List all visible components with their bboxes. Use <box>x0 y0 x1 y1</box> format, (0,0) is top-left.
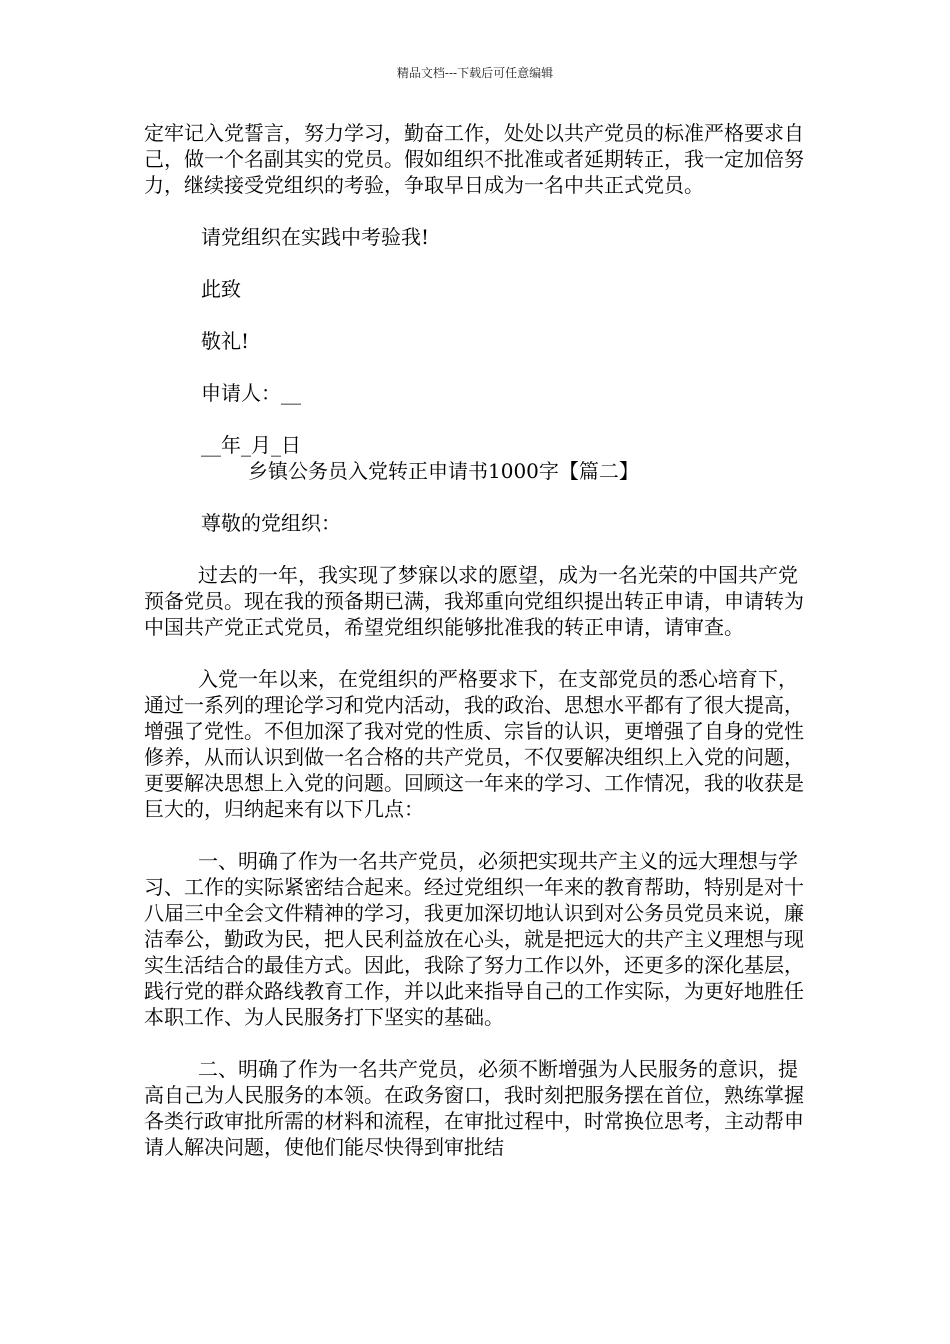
salutation: 尊敬的党组织： <box>201 511 341 535</box>
paragraph-point-two: 二、明确了作为一名共产党员，必须不断增强为人民服务的意识，提高自己为人民服务的本领。在政务窗口，我时刻把服务摆在首位，熟练掌握各类行政审批所需的材料和流程，在审批过程中，时常换位思考，主动帮申请人解决问题，使他们能尽快得到审批结 <box>144 1057 804 1159</box>
document-body <box>144 120 810 1160</box>
section-title: 乡镇公务员入党转正申请书1000字【篇二】 <box>248 459 639 483</box>
closing-cizhi: 此致 <box>201 277 241 301</box>
paragraph-intro: 过去的一年，我实现了梦寐以求的愿望，成为一名光荣的中国共产党预备党员。现在我的预备期已满，我郑重向党组织提出转正申请，申请转为中国共产党正式党员，希望党组织能够批准我的转正申请，请审查。 <box>144 563 804 639</box>
paragraph-oath: 定牢记入党誓言，努力学习，勤奋工作，处处以共产党员的标准严格要求自己，做一个名副其实的党员。假如组织不批准或者延期转正，我一定加倍努力，继续接受党组织的考验，争取早日成为一名中共正式党员。 <box>144 121 804 197</box>
closing-request: 请党组织在实践中考验我! <box>201 225 430 249</box>
paragraph-point-one: 一、明确了作为一名共产党员，必须把实现共产主义的远大理想与学习、工作的实际紧密结合起来。经过党组织一年来的教育帮助，特别是对十八届三中全会文件精神的学习，我更加深切地认识到对公务员党员来说，廉洁奉公，勤政为民，把人民利益放在心头，就是把远大的共产主义理想与现实生活结合的最佳方式。因此，我除了努力工作以外，还更多的深化基层，践行党的群众路线教育工作，并以此来指导自己的工作实际，为更好地胜任本职工作、为人民服务打下坚实的基础。 <box>144 849 804 1029</box>
applicant-line: 申请人：__ <box>201 381 301 405</box>
page-header: 精品文档---下载后可任意编辑 <box>396 66 554 80</box>
date-line: __年_月_日 <box>201 433 301 457</box>
paragraph-review: 入党一年以来，在党组织的严格要求下，在支部党员的悉心培育下，通过一系列的理论学习和党内活动，我的政治、思想水平都有了很大提高，增强了党性。不但加深了我对党的性质、宗旨的认识，更增强了自身的党性修养，从而认识到做一名合格的共产党员，不仅要解决组织上入党的问题，更要解决思想上入党的问题。回顾这一年来的学习、工作情况，我的收获是巨大的，归纳起来有以下几点： <box>144 667 804 821</box>
closing-jingli: 敬礼! <box>201 329 250 353</box>
